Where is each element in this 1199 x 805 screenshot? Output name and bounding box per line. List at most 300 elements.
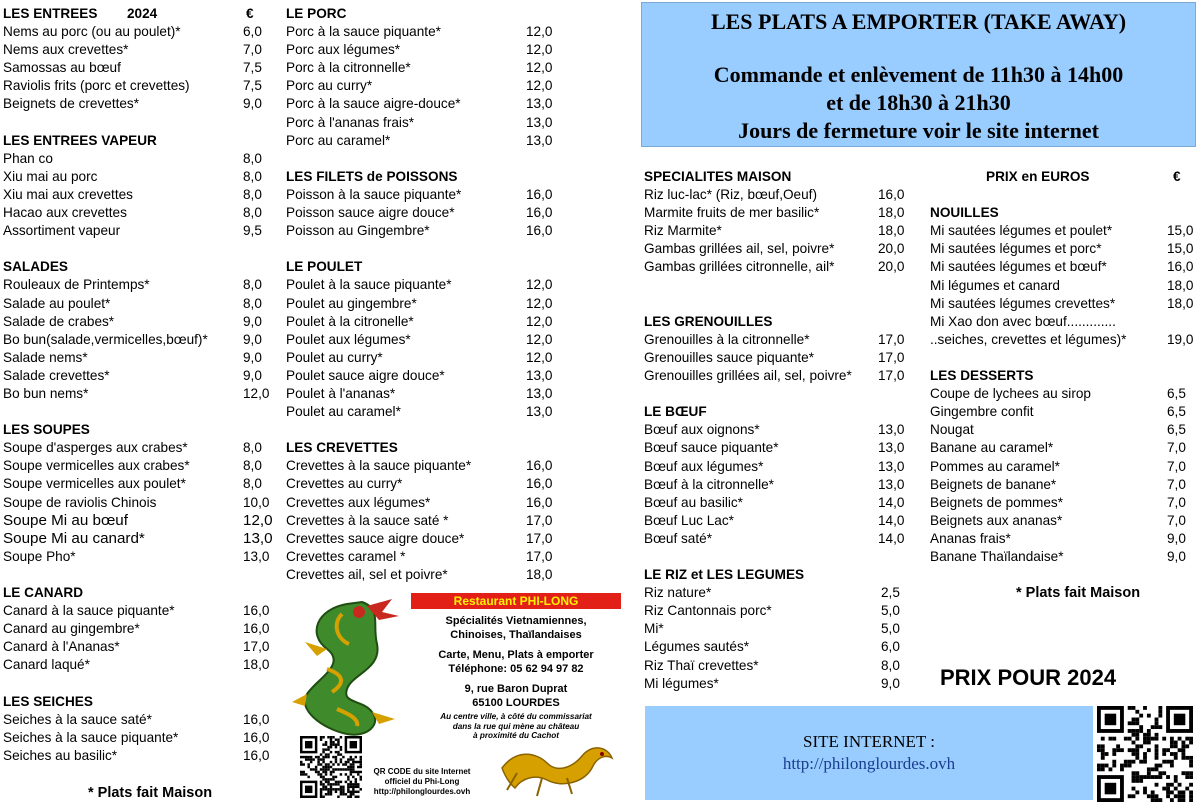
item-price: 12,0 (243, 511, 273, 529)
footnote-house-made-right: * Plats fait Maison (1016, 585, 1141, 601)
item-price: 12,0 (526, 295, 553, 311)
item-price: 9,0 (243, 96, 262, 112)
item-price: 9,0 (243, 331, 262, 347)
section-title: LES ENTREES VAPEUR (3, 132, 157, 148)
item-name: Ananas frais* (930, 530, 1011, 546)
take-away-title-box (641, 2, 1196, 147)
item-price: 8,0 (243, 205, 262, 221)
menu-item (644, 620, 914, 638)
item-price: 7,0 (243, 42, 262, 58)
item-price: 18,0 (1167, 295, 1194, 311)
item-name: Mi Xao don avec bœuf............. (930, 313, 1116, 329)
menu-item (3, 729, 268, 747)
item-name: Grenouilles grillées ail, sel, poivre* (644, 368, 852, 384)
menu-item (3, 475, 268, 493)
menu-item (3, 548, 268, 566)
item-price: 16,0 (526, 458, 553, 474)
item-name: Salade nems* (3, 349, 88, 365)
qr-caption (357, 767, 487, 797)
item-name: Mi légumes et canard (930, 277, 1060, 293)
section-title: LES CREVETTES (286, 440, 398, 456)
item-price: 16,0 (1167, 259, 1194, 275)
services-line: Carte, Menu, Plats à emporter (438, 649, 594, 661)
item-name: Bo bun nems* (3, 385, 89, 401)
item-name: Raviolis frits (porc et crevettes) (3, 78, 190, 94)
section-header-salades (3, 258, 268, 276)
section-header-les-soupes (3, 421, 268, 439)
item-price: 13,0 (526, 385, 553, 401)
spacer (286, 421, 556, 439)
item-name: Porc au curry* (286, 78, 373, 94)
item-name: Bœuf sauce piquante* (644, 440, 779, 456)
section-title: SPECIALITES MAISON (644, 169, 792, 184)
menu-item (644, 204, 914, 222)
item-price: 13,0 (878, 440, 905, 456)
address-text (405, 682, 627, 710)
item-price: 17,0 (878, 349, 905, 365)
item-name: Beignets de pommes* (930, 494, 1063, 510)
menu-item (286, 276, 556, 294)
item-price: 16,0 (243, 729, 270, 745)
currency-symbol: € (1173, 169, 1181, 184)
section-header-le-b-uf (644, 403, 914, 421)
menu-item (3, 747, 268, 765)
item-name: Porc aux légumes* (286, 42, 401, 58)
menu-item (930, 421, 1195, 439)
menu-item (3, 620, 268, 638)
item-price: 8,0 (243, 168, 262, 184)
item-name: Bœuf saté* (644, 530, 712, 546)
section-title: LE POULET (286, 259, 363, 275)
item-name: Banane Thaïlandaise* (930, 548, 1064, 564)
item-name: Marmite fruits de mer basilic* (644, 205, 820, 221)
menu-item (286, 222, 556, 240)
menu-item (286, 132, 556, 150)
menu-item (930, 548, 1195, 566)
item-name: Poisson à la sauce piquante* (286, 186, 462, 202)
item-name: Poulet à l'ananas* (286, 385, 396, 401)
item-price: 12,0 (526, 78, 553, 94)
section-header-le-riz-et-les-legumes (644, 566, 914, 584)
item-price: 16,0 (526, 205, 553, 221)
qr-code-small[interactable] (299, 736, 363, 798)
section-title: LES FILETS de POISSONS (286, 168, 458, 184)
item-name: Porc à la sauce piquante* (286, 24, 441, 40)
item-name: Légumes sautés* (644, 639, 750, 655)
section-header-les-entrees (3, 5, 268, 23)
currency-symbol: € (246, 6, 254, 21)
qr-caption-line-3: http://philonglourdes.ovh (373, 787, 471, 796)
item-price: 15,0 (1167, 241, 1194, 257)
item-price: 16,0 (526, 186, 553, 202)
item-name: Canard à l'Ananas* (3, 639, 120, 655)
item-name: Poulet à la citronelle* (286, 313, 414, 329)
item-name: Porc à la citronnelle* (286, 60, 411, 76)
section-header-le-canard (3, 584, 268, 602)
item-name: Riz Cantonnais porc* (644, 603, 772, 619)
item-price: 13,0 (243, 529, 273, 547)
item-name: Poisson sauce aigre douce* (286, 205, 455, 221)
item-price: 17,0 (878, 368, 905, 384)
item-price: 2,5 (881, 585, 900, 601)
item-name: Crevettes à la sauce saté * (286, 512, 449, 528)
item-price: 16,0 (243, 603, 270, 619)
item-name: Riz nature* (644, 585, 712, 601)
item-price: 13,0 (243, 548, 270, 564)
item-price: 7,0 (1167, 440, 1186, 456)
item-name: Samossas au bœuf (3, 60, 121, 76)
menu-item (286, 457, 556, 475)
item-name: Soupe vermicelles aux crabes* (3, 458, 190, 474)
menu-column-4 (930, 168, 1195, 566)
item-price: 8,0 (243, 277, 262, 293)
item-name: Poulet au curry* (286, 349, 383, 365)
item-name: Beignets de crevettes* (3, 96, 140, 112)
menu-item (644, 186, 914, 204)
item-price: 6,5 (1167, 386, 1186, 402)
website-box (645, 706, 1093, 800)
menu-item (644, 584, 914, 602)
directions-line-3: à proximité du Cachot (473, 731, 559, 740)
specialties-line-2: Chinoises, Thaïlandaises (450, 629, 582, 641)
item-price: 16,0 (526, 494, 553, 510)
item-name: Porc à la sauce aigre-douce* (286, 96, 461, 112)
phone-line: Téléphone: 05 62 94 97 82 (448, 663, 584, 675)
section-title: LES ENTREES (3, 6, 98, 21)
item-name: Crevettes caramel * (286, 548, 406, 564)
spacer (644, 277, 914, 295)
menu-item (3, 276, 268, 294)
footnote-house-made-left: * Plats fait Maison (88, 785, 213, 801)
item-price: 13,0 (878, 476, 905, 492)
menu-item (286, 403, 556, 421)
item-name: Seiches à la sauce piquante* (3, 729, 179, 745)
menu-item (286, 548, 556, 566)
item-price: 12,0 (526, 60, 553, 76)
item-price: 5,0 (881, 603, 900, 619)
hours-info (642, 61, 1195, 145)
item-name: Poulet à la sauce piquante* (286, 277, 452, 293)
menu-item (644, 458, 914, 476)
menu-item (930, 458, 1195, 476)
menu-item (3, 59, 268, 77)
gold-dragon-illustration (497, 728, 617, 798)
item-price: 16,0 (243, 621, 270, 637)
menu-column-2 (286, 5, 556, 584)
menu-item (286, 95, 556, 113)
spacer (930, 349, 1195, 367)
item-name: Riz Marmite* (644, 223, 722, 239)
menu-item (3, 41, 268, 59)
item-price: 7,5 (243, 78, 262, 94)
website-label: SITE INTERNET : (803, 732, 935, 751)
item-price: 8,0 (243, 186, 262, 202)
menu-item (644, 367, 914, 385)
menu-item (644, 638, 914, 656)
item-price: 9,0 (1167, 530, 1186, 546)
item-price: 7,0 (1167, 458, 1186, 474)
item-name: Poulet au gingembre* (286, 295, 417, 311)
item-name: Crevettes au curry* (286, 476, 403, 492)
item-price: 15,0 (1167, 223, 1194, 239)
menu-item (644, 675, 914, 693)
item-price: 7,0 (1167, 494, 1186, 510)
item-name: Soupe d'asperges aux crabes* (3, 440, 188, 456)
menu-item (3, 349, 268, 367)
item-name: Pommes au caramel* (930, 458, 1060, 474)
item-price: 8,0 (243, 458, 262, 474)
item-name: Nems aux crevettes* (3, 42, 129, 58)
item-price: 13,0 (526, 404, 553, 420)
qr-code-small-icon (299, 736, 363, 798)
item-name: Gambas grillées citronnelle, ail* (644, 259, 835, 275)
item-price: 14,0 (878, 512, 905, 528)
menu-item (930, 313, 1195, 331)
item-price: 18,0 (243, 657, 270, 673)
item-name: Bœuf à la citronnelle* (644, 476, 774, 492)
item-name: Seiches au basilic* (3, 747, 118, 763)
item-name: Coupe de lychees au sirop (930, 386, 1091, 402)
item-name: Gambas grillées ail, sel, poivre* (644, 241, 835, 257)
item-price: 9,0 (1167, 548, 1186, 564)
item-price: 8,0 (243, 295, 262, 311)
item-price: 12,0 (526, 349, 553, 365)
item-name: Poulet au caramel* (286, 404, 401, 420)
section-title: SALADES (3, 259, 68, 275)
item-price: 20,0 (878, 259, 905, 275)
spacer (286, 150, 556, 168)
item-name: Crevettes sauce aigre douce* (286, 530, 465, 546)
qr-caption-line-1: QR CODE du site Internet (373, 767, 471, 776)
menu-item (3, 150, 268, 168)
menu-item (3, 77, 268, 95)
item-name: Mi légumes* (644, 675, 719, 691)
item-price: 8,0 (243, 476, 262, 492)
item-name: Soupe Mi au canard* (3, 529, 145, 547)
menu-item (3, 313, 268, 331)
menu-item (286, 512, 556, 530)
menu-item (286, 566, 556, 584)
spacer (644, 295, 914, 313)
item-name: Mi sautées légumes et bœuf* (930, 259, 1107, 275)
prices-year-title: PRIX POUR 2024 (940, 665, 1117, 690)
item-price: 16,0 (878, 187, 905, 203)
menu-item (3, 638, 268, 656)
item-name: Canard à la sauce piquante* (3, 603, 175, 619)
menu-item (286, 114, 556, 132)
item-price: 16,0 (526, 223, 553, 239)
item-name: Riz luc-lac* (Riz, bœuf,Oeuf) (644, 187, 817, 203)
closing-days-line: Jours de fermeture voir le site internet (738, 118, 1099, 143)
menu-item (286, 530, 556, 548)
item-name: Phan co (3, 150, 53, 166)
item-name: Grenouilles sauce piquante* (644, 349, 815, 365)
item-name: Soupe vermicelles aux poulet* (3, 476, 186, 492)
menu-item (644, 349, 914, 367)
item-name: Assortiment vapeur (3, 223, 121, 239)
menu-item (644, 512, 914, 530)
menu-item (286, 331, 556, 349)
menu-item (3, 385, 268, 403)
spacer (3, 403, 268, 421)
item-price: 9,0 (881, 675, 900, 691)
item-price: 16,0 (526, 476, 553, 492)
menu-item (286, 77, 556, 95)
menu-item (286, 367, 556, 385)
menu-item (3, 95, 268, 113)
menu-item (286, 186, 556, 204)
menu-item (930, 512, 1195, 530)
item-price: 17,0 (526, 548, 553, 564)
item-name: Nougat (930, 422, 974, 438)
item-name: Poulet aux légumes* (286, 331, 411, 347)
menu-item (930, 258, 1195, 276)
item-name: Porc au caramel* (286, 132, 391, 148)
specialties-text (405, 614, 627, 642)
menu-item (3, 168, 268, 186)
item-price: 12,0 (526, 277, 553, 293)
menu-item (3, 367, 268, 385)
menu-item (930, 222, 1195, 240)
item-name: Soupe Mi au bœuf (3, 511, 128, 529)
item-name: Poisson au Gingembre* (286, 223, 430, 239)
item-price: 12,0 (526, 313, 553, 329)
menu-item (286, 475, 556, 493)
qr-code-website[interactable] (1097, 706, 1193, 802)
menu-item (286, 23, 556, 41)
menu-item (3, 222, 268, 240)
menu-item (286, 204, 556, 222)
item-price: 10,0 (243, 494, 270, 510)
item-price: 18,0 (526, 566, 553, 582)
menu-item (644, 439, 914, 457)
item-price: 12,0 (526, 42, 553, 58)
item-price: 20,0 (878, 241, 905, 257)
menu-item (3, 457, 268, 475)
menu-item (3, 711, 268, 729)
section-title: LE PORC (286, 6, 347, 21)
menu-item (286, 295, 556, 313)
contact-text (405, 648, 627, 676)
specialties-line-1: Spécialités Vietnamiennes, (445, 615, 587, 627)
item-price: 18,0 (1167, 277, 1194, 293)
item-price: 17,0 (878, 331, 905, 347)
menu-item (930, 530, 1195, 548)
website-url[interactable]: http://philonglourdes.ovh (782, 754, 956, 773)
item-price: 12,0 (526, 24, 553, 40)
item-name: Crevettes à la sauce piquante* (286, 458, 472, 474)
item-price: 6,0 (881, 639, 900, 655)
item-price: 13,0 (878, 458, 905, 474)
menu-item (286, 41, 556, 59)
address-city: 65100 LOURDES (472, 697, 560, 709)
item-price: 9,0 (243, 349, 262, 365)
menu-item (3, 511, 273, 530)
restaurant-promo-card (287, 590, 624, 800)
menu-item (644, 476, 914, 494)
menu-item (644, 494, 914, 512)
item-price: 8,0 (881, 657, 900, 673)
item-price: 18,0 (878, 205, 905, 221)
menu-item (286, 494, 556, 512)
item-name: Bœuf Luc Lac* (644, 512, 734, 528)
green-dragon-illustration (287, 594, 407, 744)
item-price: 7,0 (1167, 476, 1186, 492)
item-price: 14,0 (878, 494, 905, 510)
item-name: Soupe Pho* (3, 548, 76, 564)
item-price: 17,0 (526, 512, 553, 528)
item-name: Xiu mai au porc (3, 168, 98, 184)
restaurant-name-banner: Restaurant PHI-LONG (411, 593, 621, 609)
spacer (930, 186, 1195, 204)
menu-item (3, 439, 268, 457)
directions-line-2: dans la rue qui mène au château (452, 721, 580, 731)
item-name: Porc à l'ananas frais* (286, 114, 415, 130)
section-title: LE RIZ et LES LEGUMES (644, 567, 805, 583)
menu-item (3, 204, 268, 222)
item-price: 6,0 (243, 24, 262, 40)
item-price: 7,5 (243, 60, 262, 76)
menu-item (3, 602, 268, 620)
menu-item (930, 439, 1195, 457)
menu-item (3, 186, 268, 204)
item-name: Seiches à la sauce saté* (3, 711, 152, 727)
item-name: Rouleaux de Printemps* (3, 277, 150, 293)
menu-item (286, 385, 556, 403)
section-title: LES SEICHES (3, 693, 93, 709)
item-price: 12,0 (243, 385, 270, 401)
item-name: Mi sautées légumes crevettes* (930, 295, 1116, 311)
section-header-nouilles (930, 204, 1195, 222)
qr-caption-line-2: officiel du Phi-Long (384, 777, 460, 786)
item-price: 7,0 (1167, 512, 1186, 528)
spacer (3, 240, 268, 258)
item-name: Mi* (644, 621, 664, 637)
section-title: LES DESSERTS (930, 368, 1034, 384)
item-name: Grenouilles à la citronnelle* (644, 331, 810, 347)
item-price: 8,0 (243, 440, 262, 456)
item-name: Canard au gingembre* (3, 621, 140, 637)
item-name: Poulet sauce aigre douce* (286, 367, 445, 383)
menu-item (644, 222, 914, 240)
qr-code-icon (1097, 706, 1193, 802)
item-price: 13,0 (526, 96, 553, 112)
item-name: Hacao aux crevettes (3, 205, 127, 221)
price-euros-header (930, 168, 1195, 186)
section-header-le-poulet (286, 258, 556, 276)
section-header-les-entrees-vapeur (3, 132, 268, 150)
item-price: 19,0 (1167, 331, 1194, 347)
menu-item (930, 385, 1195, 403)
menu-item (644, 657, 914, 675)
menu-column-1 (3, 5, 273, 765)
item-name: Bœuf aux légumes* (644, 458, 764, 474)
item-price: 13,0 (526, 114, 553, 130)
hours-line-2: et de 18h30 à 21h30 (826, 90, 1011, 115)
item-name: Bœuf au basilic* (644, 494, 743, 510)
menu-item (3, 23, 268, 41)
section-header-les-seiches (3, 693, 268, 711)
menu-item (930, 277, 1195, 295)
menu-item (286, 349, 556, 367)
item-price: 9,5 (243, 223, 262, 239)
item-name: Salade de crabes* (3, 313, 115, 329)
item-name: Salade au poulet* (3, 295, 111, 311)
item-price: 9,0 (243, 367, 262, 383)
menu-item (644, 421, 914, 439)
item-name: ..seiches, crevettes et légumes)* (930, 331, 1127, 347)
item-name: Bo bun(salade,vermicelles,bœuf)* (3, 331, 208, 347)
